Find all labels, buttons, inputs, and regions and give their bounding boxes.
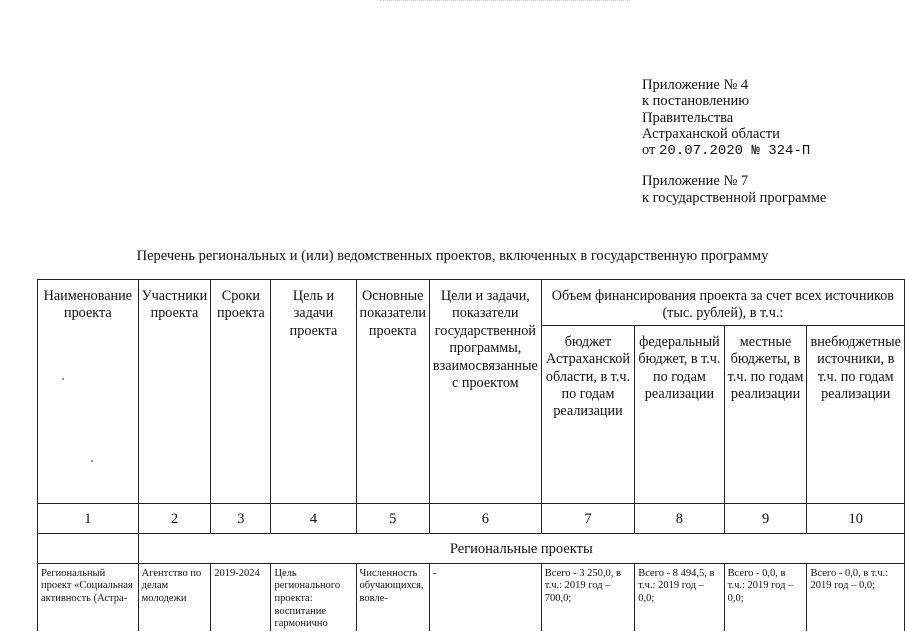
column-number: 2 <box>138 503 211 533</box>
cell-terms: 2019-2024 <box>211 563 271 630</box>
stamp-date-prefix: от <box>642 142 660 159</box>
stamp-line: Правительства <box>642 109 734 126</box>
column-number: 6 <box>429 503 541 533</box>
header-financing-group: Объем финансирования проекта за счет всех источников (тыс. рублей), в т.ч.: <box>541 280 904 326</box>
document-title: Перечень региональных и (или) ведомственных проектов, включенных в государственную программу <box>136 248 769 264</box>
header-regional-budget: бюджет Астраханской области, в т.ч. по годам реализации <box>541 325 634 503</box>
cell-local-budgets: Всего - 0,0, в т.ч.: 2019 год – 0,0; <box>724 563 807 630</box>
cell-program-goals: - <box>429 563 541 630</box>
cell-regional-budget: Всего - 3 250,0, в т.ч.: 2019 год – 700,0; <box>541 563 634 630</box>
column-number: 5 <box>356 503 429 533</box>
stamp-date-value: 20.07.2020 № 324-П <box>659 143 811 160</box>
header-indicators: Основные показатели проекта <box>356 280 429 504</box>
stamp-date-line <box>642 142 826 159</box>
cell-extra-budget: Всего - 0,0, в т.ч.: 2019 год – 0,0; <box>807 563 905 630</box>
stamp-line: Приложение № 4 <box>642 77 749 93</box>
cell-name: Региональный проект «Социальная активность (Астра- <box>38 563 139 630</box>
column-number: 9 <box>724 503 807 533</box>
stamp-appendix-line: Приложение № 7 <box>642 173 749 190</box>
column-number: 4 <box>271 503 356 533</box>
scan-speck <box>62 378 64 380</box>
header-extra-budget: внебюджетные источники, в т.ч. по годам реализации <box>807 325 905 503</box>
section-empty-cell <box>38 533 139 563</box>
header-participants: Участники проекта <box>138 280 211 504</box>
stamp-appendix-line: к государственной программе <box>642 189 827 206</box>
scan-top-mark <box>380 0 630 3</box>
cell-federal-budget: Всего - 8 494,5, в т.ч.: 2019 год – 0,0; <box>635 563 724 630</box>
column-number: 3 <box>211 503 271 533</box>
cell-indicators: Численность обучающихся, вовле- <box>356 563 429 630</box>
column-number: 7 <box>541 503 634 533</box>
header-federal-budget: федеральный бюджет, в т.ч. по годам реализации <box>635 325 724 503</box>
column-number: 10 <box>807 503 905 533</box>
header-program-goals: Цели и задачи, показатели государственной программы, взаимосвязанные с проектом <box>429 280 541 504</box>
header-goals: Цель и задачи проекта <box>271 280 356 504</box>
section-title: Региональные проекты <box>138 533 904 563</box>
header-local-budgets: местные бюджеты, в т.ч. по годам реализации <box>724 325 807 503</box>
column-number: 1 <box>38 503 139 533</box>
header-name: Наименование проекта <box>38 280 139 504</box>
projects-table <box>37 279 905 631</box>
appendix-stamp <box>642 77 826 206</box>
stamp-line: к постановлению <box>642 93 750 110</box>
cell-goals: Цель регионального проекта: воспитание гармонично <box>271 563 356 630</box>
column-number: 8 <box>635 503 724 533</box>
header-terms: Сроки проекта <box>211 280 271 504</box>
cell-participants: Агентство по делам молодежи <box>138 563 211 630</box>
scan-speck <box>91 460 93 462</box>
stamp-line: Астраханской области <box>642 125 780 142</box>
